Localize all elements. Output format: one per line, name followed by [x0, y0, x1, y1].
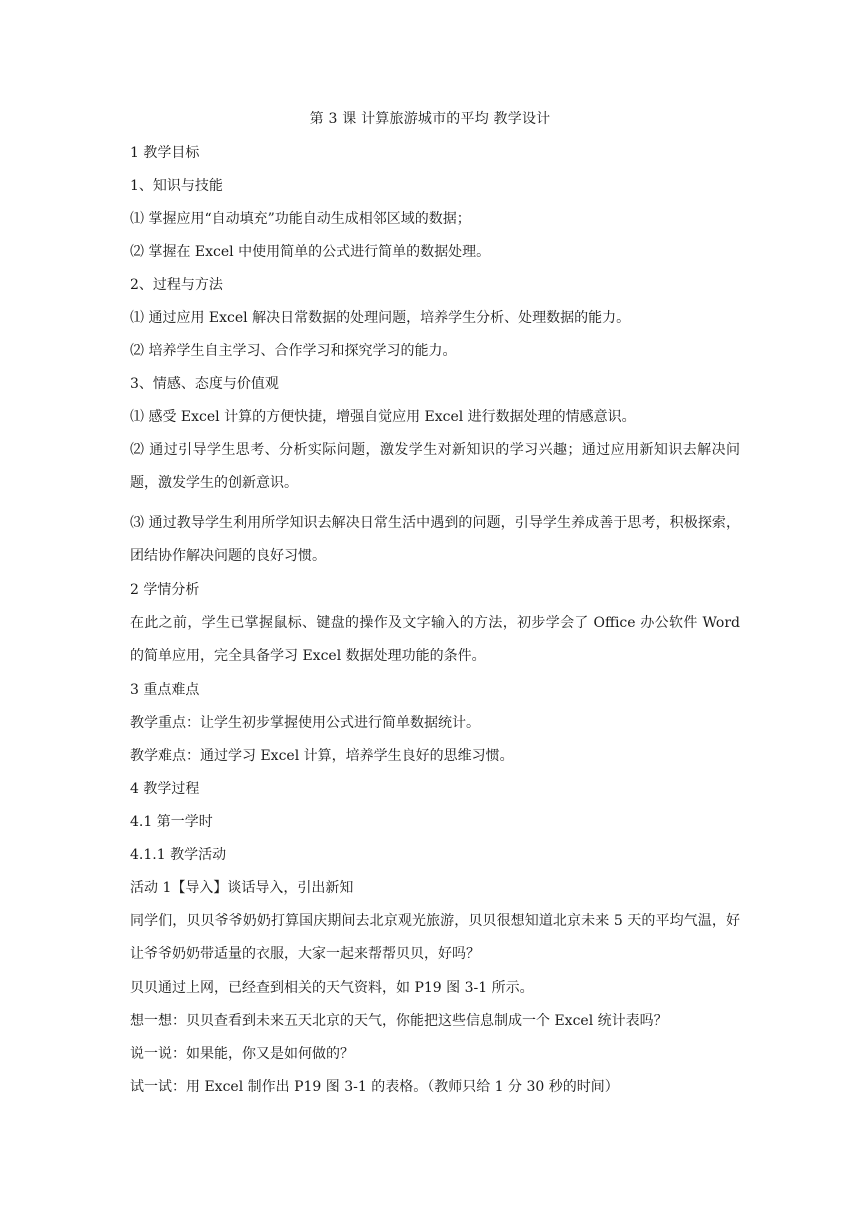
list-item: ⑶ 通过教导学生利用所学知识去解决日常生活中遇到的问题，引导学生养成善于思考，积极探索，团结协作解决问题的良好习惯。: [130, 515, 740, 564]
paragraph: 在此之前，学生已掌握鼠标、键盘的操作及文字输入的方法，初步学会了 Office 办公软件 Word 的简单应用，完全具备学习 Excel 数据处理功能的条件。: [130, 615, 740, 664]
paragraph: 试一试：用 Excel 制作出 P19 图 3-1 的表格。（教师只给 1 分 30 秒的时间）: [130, 1079, 619, 1095]
list-item: ⑵ 培养学生自主学习、合作学习和探究学习的能力。: [130, 343, 457, 359]
list-item: ⑵ 通过引导学生思考、分析实际问题，激发学生对新知识的学习兴趣；通过应用新知识去解决问题，激发学生的创新意识。: [130, 442, 740, 491]
paragraph: 说一说：如果能，你又是如何做的？: [130, 1046, 354, 1062]
list-item: ⑴ 掌握应用“自动填充”功能自动生成相邻区域的数据；: [130, 211, 471, 227]
activity-heading: 活动 1【导入】谈话导入，引出新知: [130, 880, 354, 896]
subsection-heading: 3、情感、态度与价值观: [130, 376, 279, 392]
list-item: ⑴ 感受 Excel 计算的方便快捷，增强自觉应用 Excel 进行数据处理的情感意识。: [130, 409, 636, 425]
subsection-heading: 2、过程与方法: [130, 277, 223, 293]
document-body: [130, 143, 740, 1110]
paragraph: 同学们，贝贝爷爷奶奶打算国庆期间去北京观光旅游，贝贝很想知道北京未来 5 天的平均气温，好让爷爷奶奶带适量的衣服，大家一起来帮帮贝贝，好吗？: [130, 913, 740, 962]
paragraph: 教学难点：通过学习 Excel 计算，培养学生良好的思维习惯。: [130, 748, 514, 764]
section-heading: 1 教学目标: [130, 145, 200, 161]
paragraph: 教学重点：让学生初步掌握使用公式进行简单数据统计。: [130, 715, 480, 731]
subsection-heading: 4.1 第一学时: [130, 814, 213, 830]
paragraph: 想一想：贝贝查看到未来五天北京的天气，你能把这些信息制成一个 Excel 统计表吗？: [130, 1013, 668, 1029]
document-title: 第 3 课 计算旅游城市的平均 教学设计: [309, 111, 551, 127]
section-heading: 2 学情分析: [130, 582, 200, 598]
paragraph: 贝贝通过上网，已经查到相关的天气资料，如 P19 图 3-1 所示。: [130, 980, 534, 996]
list-item: ⑴ 通过应用 Excel 解决日常数据的处理问题，培养学生分析、处理数据的能力。: [130, 310, 631, 326]
subsection-heading: 1、知识与技能: [130, 178, 223, 194]
section-heading: 3 重点难点: [130, 682, 200, 698]
list-item: ⑵ 掌握在 Excel 中使用简单的公式进行简单的数据处理。: [130, 244, 491, 260]
subsection-heading: 4.1.1 教学活动: [130, 847, 227, 863]
section-heading: 4 教学过程: [130, 781, 200, 797]
